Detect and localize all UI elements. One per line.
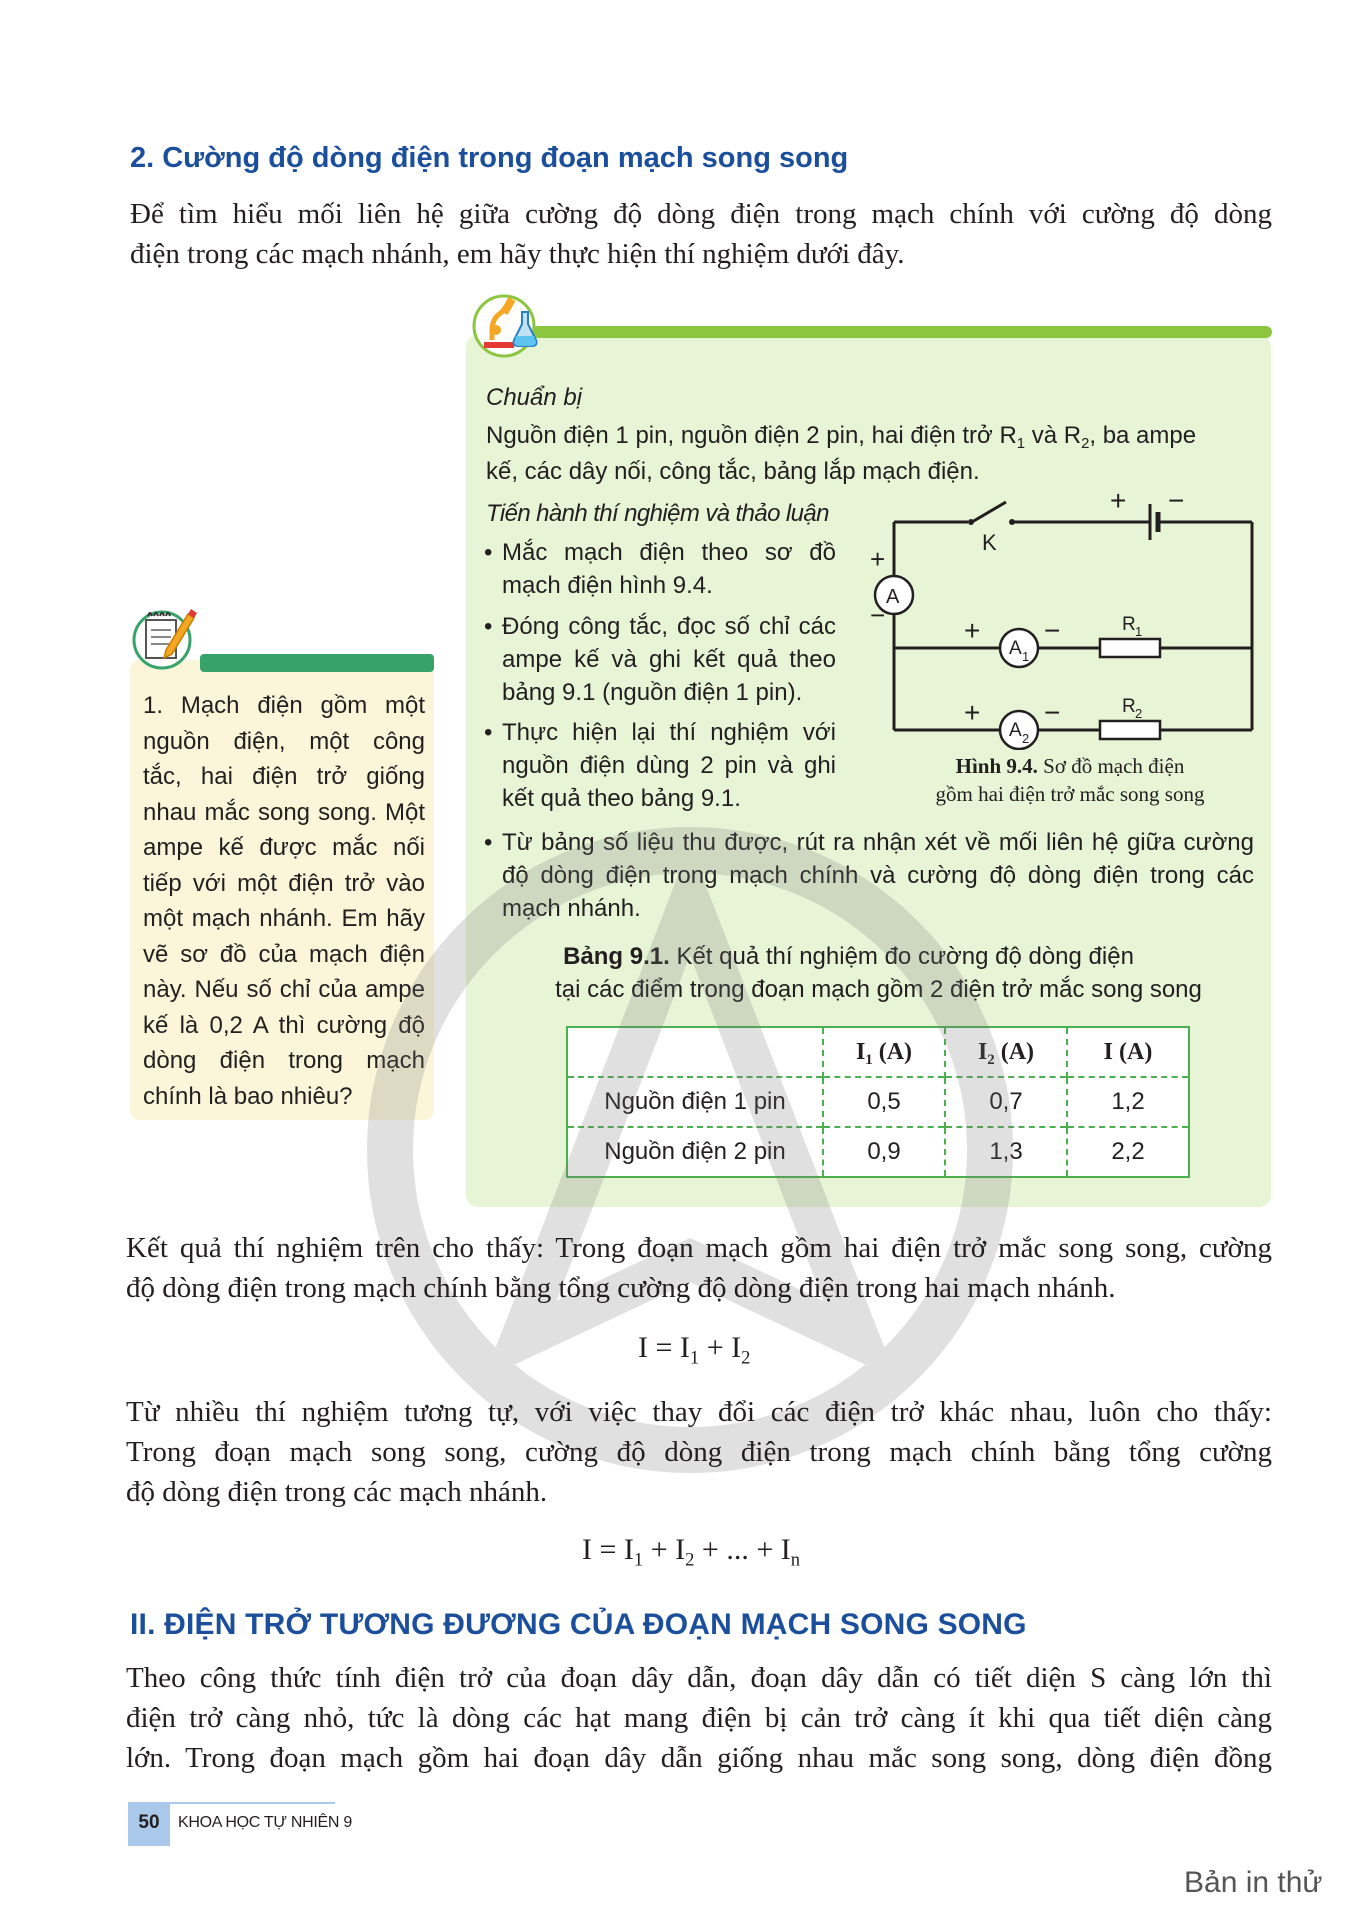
ammeter-1-plus: + [964, 615, 981, 646]
general-line-2: Trong đoạn mạch song song, cường độ dòng điện trong mạch chính bằng tổng cường [126, 1436, 1272, 1468]
bullet-3: • Thực hiện lại thí nghiệm với nguồn điện dùng 2 pin và ghi kết quả theo bảng 9.1. [484, 719, 836, 812]
section-2-line-3: lớn. Trong đoạn mạch gồm hai đoạn dây dẫn giống nhau mắc song song, dòng điện đồng [126, 1742, 1272, 1774]
note-line: tiếp với một điện trở vào [143, 869, 425, 897]
resistor-2 [1100, 721, 1160, 739]
table-cell: 0,9 [823, 1127, 945, 1176]
book-title: KHOA HỌC TỰ NHIÊN 9 [178, 1814, 352, 1831]
formula-1: $I = I_1 + I_2$ [638, 1331, 751, 1369]
footer-rule [170, 1802, 335, 1804]
note-line: nhau mắc song song. Một [143, 798, 425, 826]
resistor-1 [1100, 639, 1160, 657]
proof-stamp: Bản in thử [1184, 1866, 1323, 1899]
result-line-2: độ dòng điện trong mạch chính bằng tổng cường độ dòng điện trong hai mạch nhánh. [126, 1272, 1116, 1304]
table-cell: Nguồn điện 1 pin [568, 1077, 823, 1127]
table-header-cell: $I_2$ (A) [945, 1028, 1067, 1077]
procedure-title: Tiến hành thí nghiệm và thảo luận [486, 500, 829, 527]
microscope-flask-icon [470, 290, 546, 360]
battery-plus: + [1110, 485, 1127, 516]
notepad-pencil-icon [130, 600, 198, 672]
switch-blade [972, 502, 1006, 522]
table-caption: Bảng 9.1. Kết quả thí nghiệm đo cường độ dòng điện tại các điểm trong đoạn mạch gồm 2 điện trở mắc song song [555, 943, 1202, 1003]
note-line: 1. Mạch điện gồm một [143, 692, 425, 719]
prepare-line-2: kế, các dây nối, công tắc, bảng lắp mạch điện. [486, 458, 980, 485]
battery-minus: − [1168, 485, 1185, 516]
general-line-3: độ dòng điện trong các mạch nhánh. [126, 1476, 548, 1508]
prepare-line-1: Nguồn điện 1 pin, nguồn điện 2 pin, hai điện trở $R_1$ và $R_2$, ba ampe [486, 422, 1197, 453]
general-line-1: Từ nhiều thí nghiệm tương tự, với việc thay đổi các điện trở khác nhau, luôn cho thấy: [126, 1396, 1272, 1428]
table-cell: 0,5 [823, 1077, 945, 1127]
result-line-1: Kết quả thí nghiệm trên cho thấy: Trong đoạn mạch gồm hai điện trở mắc song song, cường [126, 1232, 1272, 1264]
bullet-2: • Đóng công tắc, đọc số chỉ các ampe kế và ghi kết quả theo bảng 9.1 (nguồn điện 1 pin). [484, 613, 836, 706]
note-line: dòng điện trong mạch [143, 1047, 425, 1074]
side-note-header-bar [200, 654, 434, 672]
note-line: nguồn điện, một công [143, 727, 425, 755]
table-header-cell: $I_1$ (A) [823, 1028, 945, 1077]
intro-line-2: điện trong các mạch nhánh, em hãy thực hiện thí nghiệm dưới đây. [130, 238, 905, 270]
ammeter-1-minus: − [1044, 615, 1061, 646]
note-line: kế là 0,2 A thì cường độ [143, 1011, 425, 1039]
figure-caption: Hình 9.4. Sơ đồ mạch điện gồm hai điện trở mắc song song [935, 754, 1205, 806]
note-line: ampe kế được mắc nối [143, 834, 425, 861]
ammeter-2-label: A [1009, 720, 1022, 741]
table-cell: 1,2 [1067, 1077, 1188, 1127]
table-cell: 2,2 [1067, 1127, 1188, 1176]
note-line: vẽ sơ đồ của mạch điện [143, 940, 425, 968]
note-line: này. Nếu số chỉ của ampe [143, 976, 425, 1003]
section-2-heading: II. ĐIỆN TRỞ TƯƠNG ĐƯƠNG CỦA ĐOẠN MẠCH SONG SONG [130, 1608, 1027, 1641]
note-line: tắc, hai điện trở giống [143, 763, 425, 790]
intro-line-1: Để tìm hiểu mối liên hệ giữa cường độ dòng điện trong mạch chính với cường độ dòng [130, 198, 1272, 230]
note-line: chính là bao nhiêu? [143, 1082, 353, 1110]
section-2-paragraph [126, 1658, 1272, 1778]
resistor-1-sub: 1 [1135, 624, 1143, 639]
note-line: một mạch nhánh. Em hãy [143, 905, 425, 932]
general-paragraph [126, 1392, 1272, 1512]
section-heading: 2. Cường độ dòng điện trong đoạn mạch song song [130, 142, 849, 174]
ammeter-main-plus: + [870, 544, 886, 574]
ammeter-2-plus: + [964, 697, 981, 728]
resistor-1-label: R [1122, 614, 1136, 635]
ammeter-2-minus: − [1044, 697, 1061, 728]
intro-paragraph [130, 194, 1272, 274]
bullet-1: • Mắc mạch điện theo sơ đồ mạch điện hình 9.4. [484, 539, 836, 599]
ammeter-1-label: A [1009, 638, 1022, 659]
ammeter-main-label: A [886, 586, 900, 608]
prepare-title: Chuẩn bị [486, 384, 583, 411]
section-2-line-2: điện trở càng nhỏ, tức là dòng các hạt mang điện bị cản trở càng ít khi qua tiết diện càng [126, 1702, 1272, 1734]
result-paragraph [126, 1228, 1272, 1308]
table-cell: Nguồn điện 2 pin [568, 1127, 823, 1176]
page-number: 50 [138, 1812, 160, 1833]
resistor-2-label: R [1122, 696, 1136, 717]
formula-2: $I = I_1 + I_2$ + ... + $I_n$ [582, 1533, 801, 1571]
experiment-header-bar [532, 326, 1272, 338]
table-header-cell: I (A) [1067, 1028, 1188, 1077]
section-2-line-1: Theo công thức tính điện trở của đoạn dây dẫn, đoạn dây dẫn có tiết diện S càng lớn thì [126, 1662, 1272, 1694]
resistor-2-sub: 2 [1135, 706, 1143, 721]
ammeter-1-sub: 1 [1022, 649, 1030, 664]
table-cell: 1,3 [945, 1127, 1067, 1176]
bullet-4: • Từ bảng số liệu thu được, rút ra nhận xét về mối liên hệ giữa cường độ dòng điện trong mạch chính và cường độ dòng điện trong các mạch nhánh. [484, 829, 1254, 922]
table-cell: 0,7 [945, 1077, 1067, 1127]
ammeter-main-minus: − [870, 600, 886, 630]
switch-label: K [982, 530, 997, 555]
ammeter-2-sub: 2 [1022, 731, 1030, 746]
